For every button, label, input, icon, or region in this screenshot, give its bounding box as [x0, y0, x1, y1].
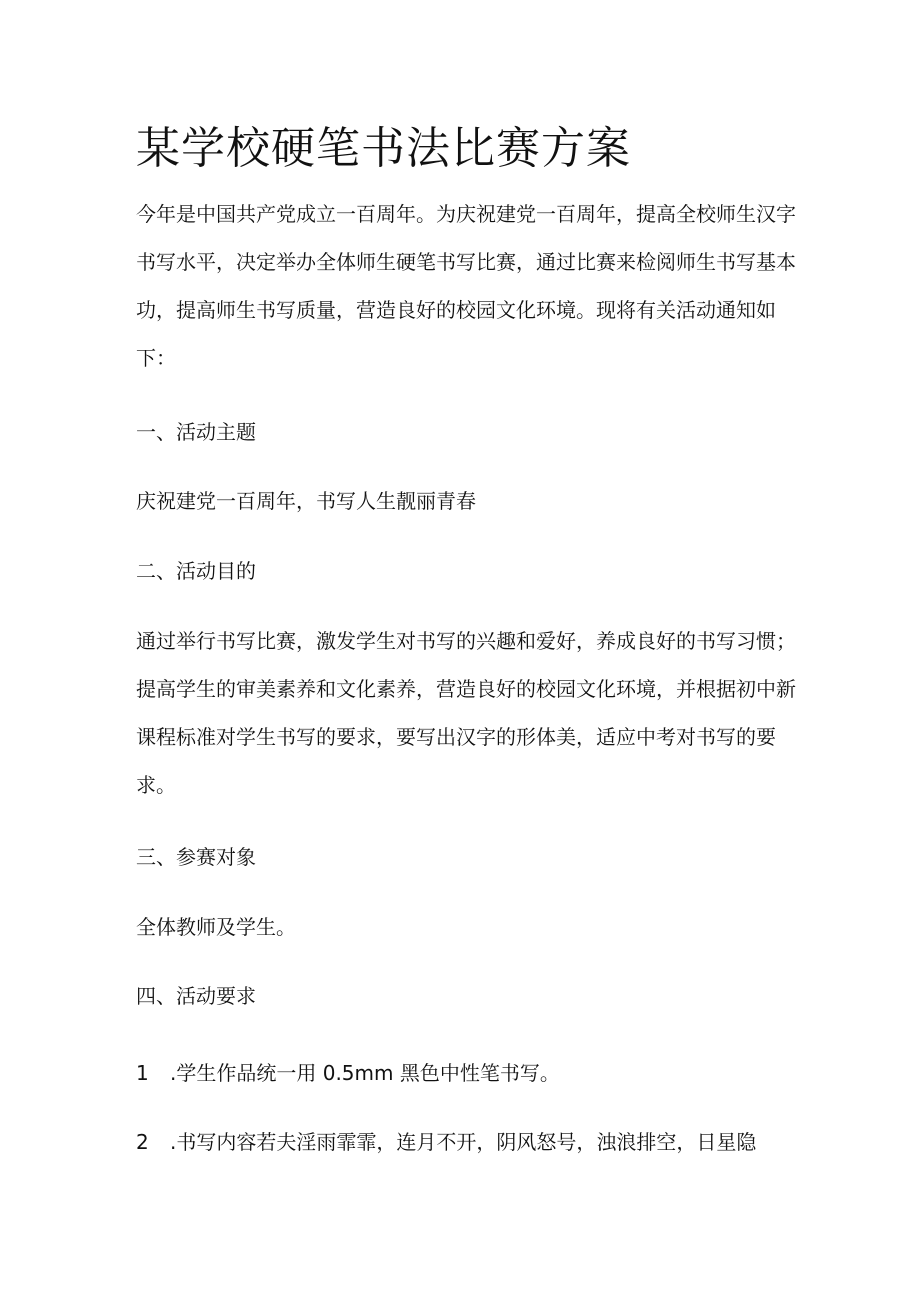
requirement-item: [136, 1128, 756, 1156]
intro-paragraph: 今年是中国共产党成立一百周年。为庆祝建党一百周年，提高全校师生汉字书写水平，决定举办全体师生硬笔书写比赛，通过比赛来检阅师生书写基本功，提高师生书写质量，营造良好的校园文化环境。现将有关活动通知如下：: [136, 202, 796, 370]
section-body-participants: 全体教师及学生。: [136, 915, 296, 939]
requirement-number: 2: [136, 1130, 149, 1154]
section-heading-participants: 三、参赛对象: [136, 845, 256, 869]
requirement-item: [136, 1059, 560, 1087]
requirement-text: .学生作品统一用 0.5mm 黑色中性笔书写。: [170, 1061, 560, 1085]
requirement-number: 1: [136, 1061, 149, 1085]
section-heading-theme: 一、活动主题: [136, 420, 256, 444]
section-body-theme: 庆祝建党一百周年，书写人生靓丽青春: [136, 489, 476, 513]
section-heading-requirements: 四、活动要求: [136, 984, 256, 1008]
requirement-text: .书写内容若夫淫雨霏霏，连月不开，阴风怒号，浊浪排空，日星隐: [170, 1130, 757, 1154]
document-title: 某学校硬笔书法比赛方案: [136, 123, 631, 174]
section-body-purpose: 通过举行书写比赛，激发学生对书写的兴趣和爱好，养成良好的书写习惯；提高学生的审美素养和文化素养，营造良好的校园文化环境，并根据初中新课程标准对学生书写的要求，要写出汉字的形体美，适应中考对书写的要求。: [136, 629, 796, 797]
section-heading-purpose: 二、活动目的: [136, 559, 256, 583]
